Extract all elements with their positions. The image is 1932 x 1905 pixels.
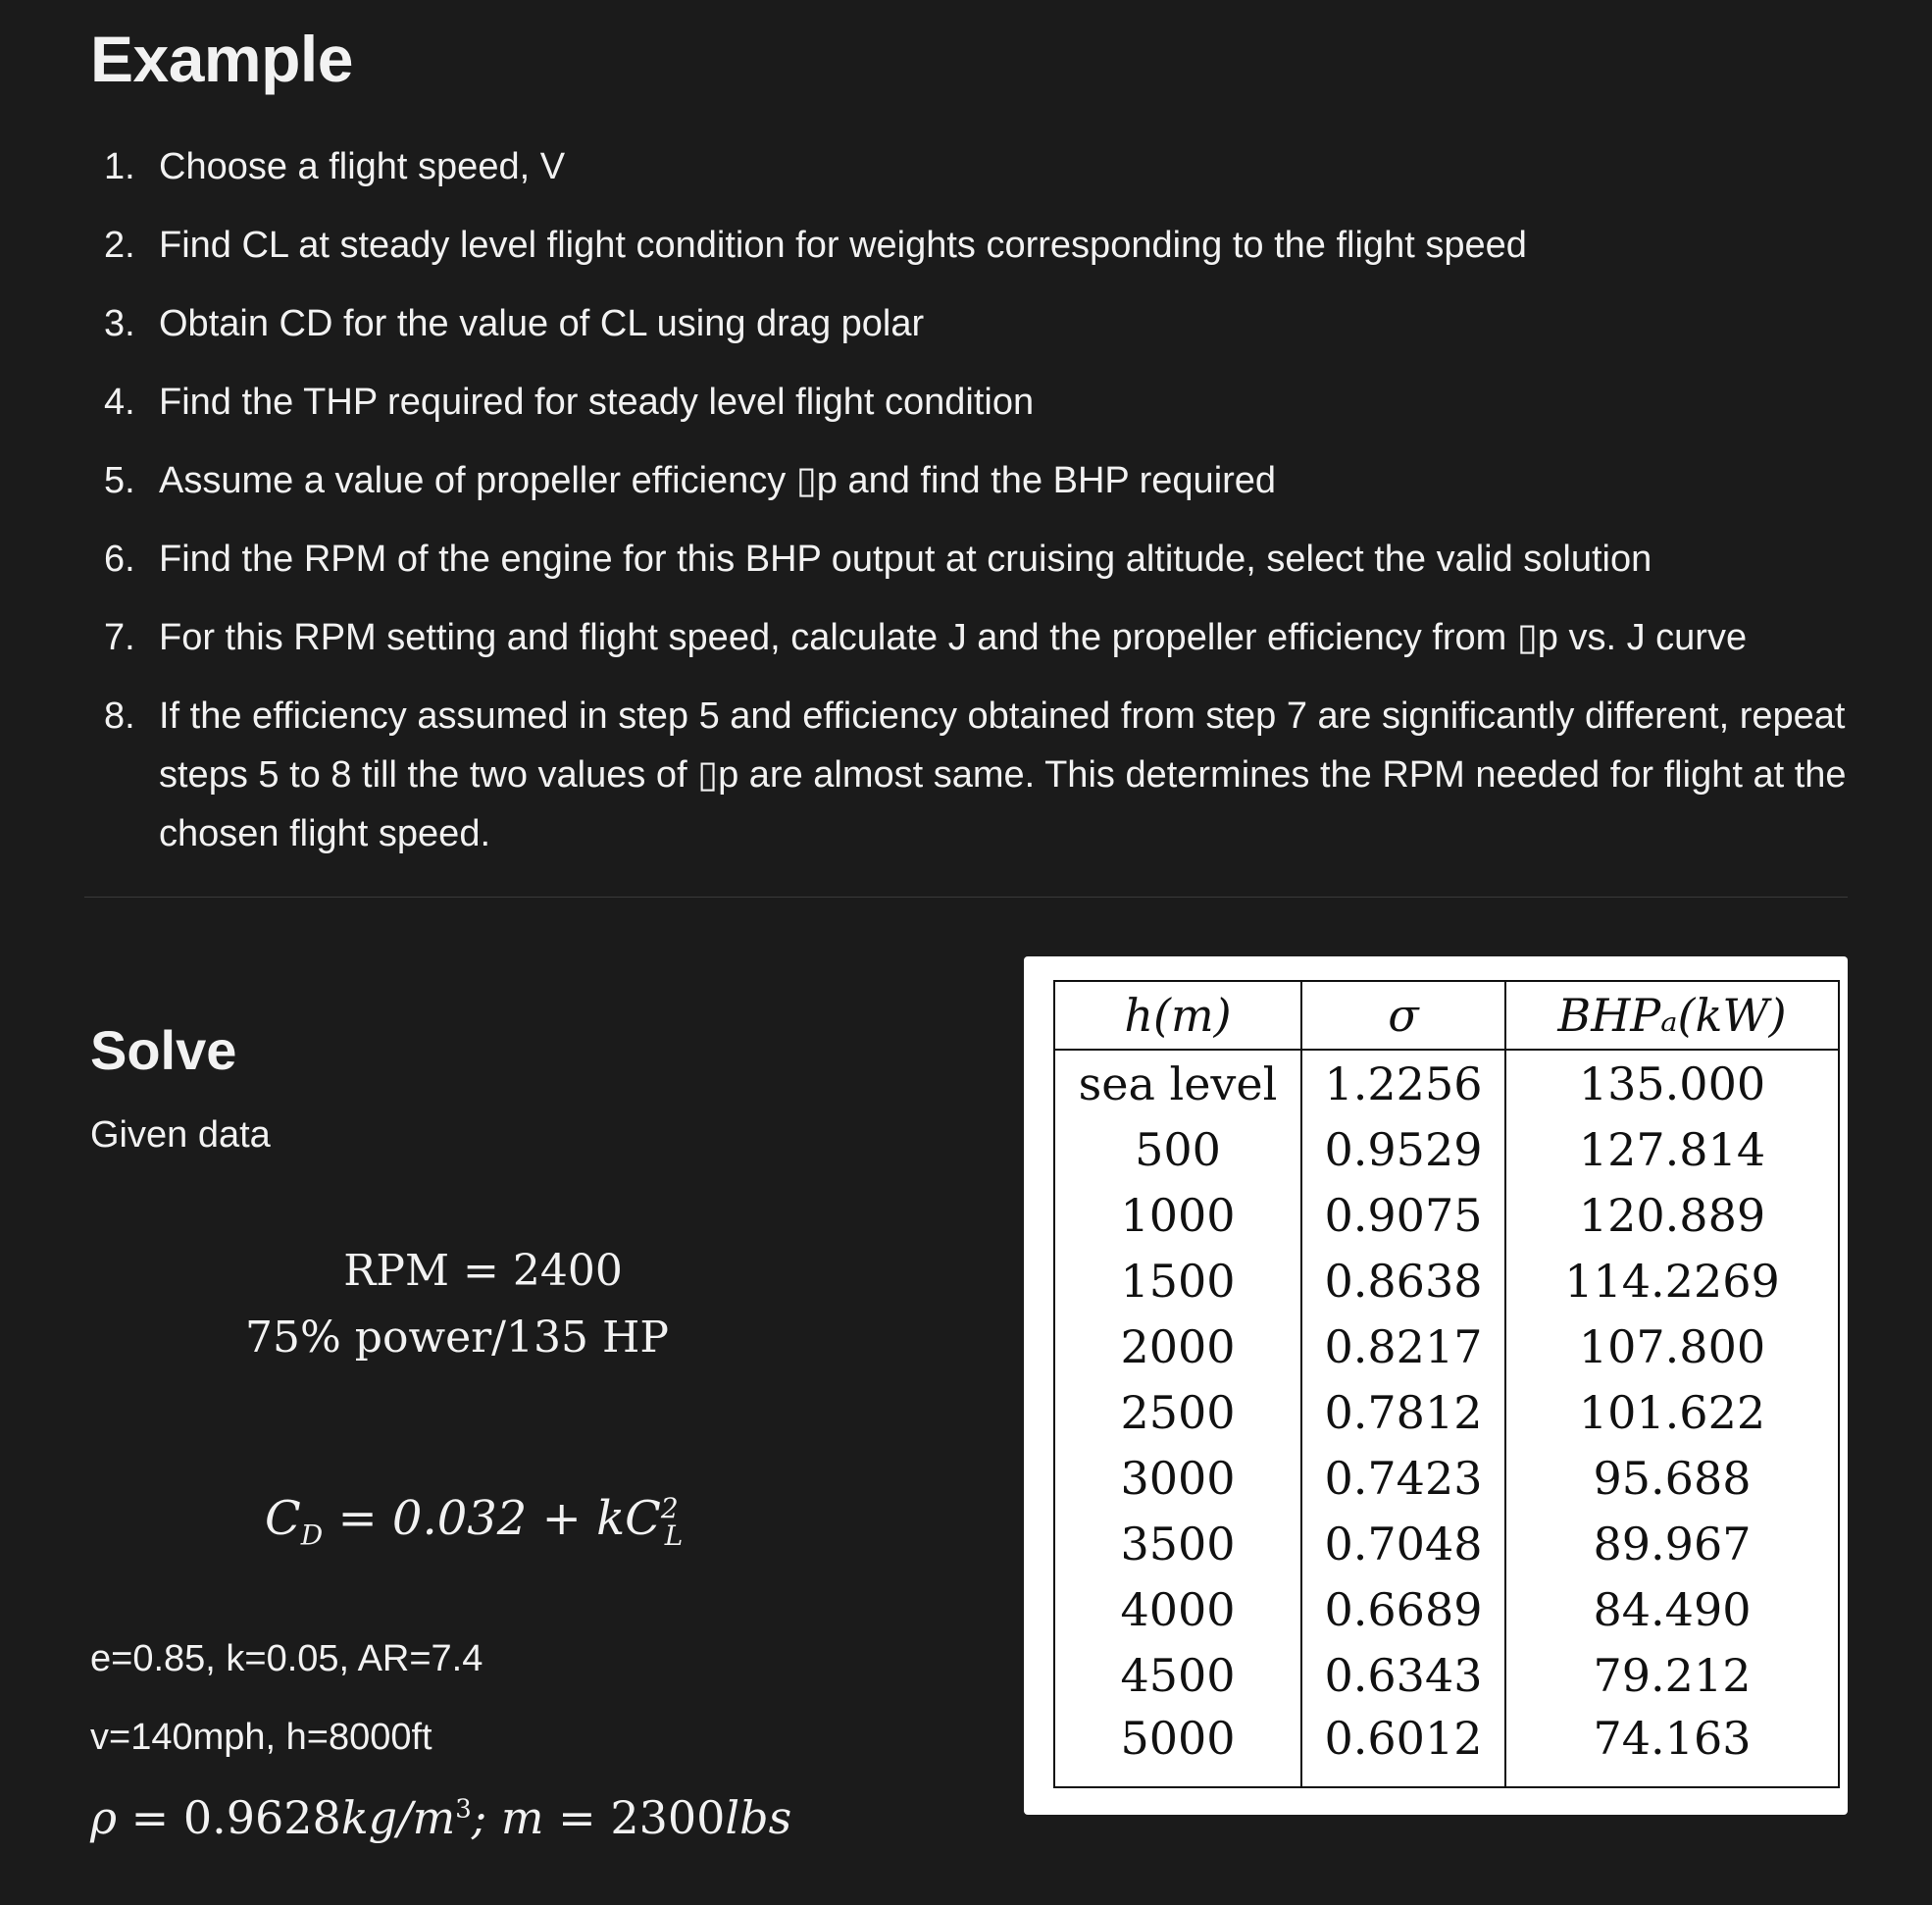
rpm-power-equation [245,1238,669,1371]
table-row [1054,1708,1839,1787]
step-number: 7. [104,617,135,658]
cell-altitude: 1500 [1054,1248,1301,1313]
step-text: Find the THP required for steady level flight condition [159,382,1035,423]
cl-subscript: L [664,1519,684,1552]
cl-exponent: 2 [660,1492,679,1524]
step-text: Find the RPM of the engine for this BHP output at cruising altitude, select the valid solution [159,539,1652,580]
cell-bhp: 74.163 [1505,1708,1839,1787]
cell-bhp: 79.212 [1505,1642,1839,1708]
table-row [1054,1379,1839,1445]
cell-bhp: 114.2269 [1505,1248,1839,1313]
drag-polar-equation [265,1491,683,1552]
step-number: 4. [104,382,135,423]
cell-sigma: 0.9075 [1301,1182,1505,1248]
cell-sigma: 0.8217 [1301,1313,1505,1379]
cell-altitude: 2500 [1054,1379,1301,1445]
list-item [90,530,1865,589]
list-item [90,137,1865,196]
rho-value: 0.9628 [182,1791,341,1844]
table-row [1054,1313,1839,1379]
table-row [1054,1511,1839,1576]
step-number: 1. [104,146,135,187]
cell-altitude: 1000 [1054,1182,1301,1248]
mass-unit: lbs [725,1791,792,1844]
cell-bhp: 127.814 [1505,1116,1839,1182]
list-item [90,294,1865,353]
cell-altitude: 3000 [1054,1445,1301,1511]
cell-sigma: 0.8638 [1301,1248,1505,1313]
header-altitude: h(m) [1054,981,1301,1050]
table-row [1054,1445,1839,1511]
cell-bhp: 101.622 [1505,1379,1839,1445]
list-item [90,373,1865,432]
cell-bhp: 107.800 [1505,1313,1839,1379]
step-number: 5. [104,460,135,501]
step-number: 3. [104,303,135,344]
table-row [1054,1576,1839,1642]
params-line-2: v=140mph, h=8000ft [90,1717,432,1758]
step-number: 6. [104,539,135,580]
power-value: 75% power/135 HP [245,1313,669,1363]
table-row [1054,1050,1839,1116]
cell-altitude: 2000 [1054,1313,1301,1379]
list-item [90,608,1865,667]
page-title: Example [90,23,353,95]
table-row [1054,1642,1839,1708]
cell-sigma: 1.2256 [1301,1050,1505,1116]
list-item [90,451,1865,510]
density-mass-equation [90,1791,791,1844]
step-number: 2. [104,225,135,266]
cell-altitude: 4000 [1054,1576,1301,1642]
step-text: Assume a value of propeller efficiency ▯p and find the BHP required [159,460,1277,501]
cell-sigma: 0.7048 [1301,1511,1505,1576]
mass-value: 2300 [610,1791,726,1844]
rho-label: ρ = [90,1791,183,1844]
given-data-label: Given data [90,1114,271,1156]
cell-bhp: 89.967 [1505,1511,1839,1576]
rpm-value: = 2400 [463,1246,623,1296]
power-equation-row [245,1305,669,1371]
atmosphere-table [1053,980,1840,1788]
solve-heading: Solve [90,1019,237,1081]
list-item [90,216,1865,275]
cell-sigma: 0.6689 [1301,1576,1505,1642]
cell-altitude: 3500 [1054,1511,1301,1576]
section-divider [84,897,1848,898]
step-text: If the efficiency assumed in step 5 and efficiency obtained from step 7 are significantly different, repeat steps 5 to 8 till the two values of ▯p are almost same. This determines the RPM needed for flight at the chosen flight speed. [159,695,1847,854]
step-text: For this RPM setting and flight speed, calculate J and the propeller efficiency from ▯p vs. J curve [159,617,1748,658]
cell-altitude: 4500 [1054,1642,1301,1708]
table-header-row [1054,981,1839,1050]
cell-bhp: 120.889 [1505,1182,1839,1248]
rho-unit: kg/m [340,1791,456,1844]
mass-label: ; m = [471,1791,611,1844]
rho-unit-exponent: 3 [455,1794,472,1825]
cell-bhp: 95.688 [1505,1445,1839,1511]
table-row [1054,1248,1839,1313]
steps-list [90,137,1865,883]
atmosphere-table-panel [1024,956,1848,1815]
table-row [1054,1182,1839,1248]
step-text: Obtain CD for the value of CL using drag polar [159,303,925,344]
cell-altitude: sea level [1054,1050,1301,1116]
table-row [1054,1116,1839,1182]
cell-sigma: 0.6012 [1301,1708,1505,1787]
header-bhp: BHPₐ(kW) [1505,981,1839,1050]
cell-bhp: 135.000 [1505,1050,1839,1116]
cell-sigma: 0.6343 [1301,1642,1505,1708]
cell-bhp: 84.490 [1505,1576,1839,1642]
cd-subscript: D [300,1519,324,1552]
params-line-1: e=0.85, k=0.05, AR=7.4 [90,1638,483,1679]
header-sigma: σ [1301,981,1505,1050]
step-text: Find CL at steady level flight condition for weights corresponding to the flight speed [159,225,1527,266]
step-number: 8. [104,695,135,737]
cell-altitude: 500 [1054,1116,1301,1182]
rpm-label: RPM [343,1246,449,1296]
cell-altitude: 5000 [1054,1708,1301,1787]
list-item [90,687,1865,863]
cd-rhs: = 0.032 + kC [323,1491,661,1546]
cell-sigma: 0.7423 [1301,1445,1505,1511]
rpm-equation-row [245,1238,669,1305]
cell-sigma: 0.9529 [1301,1116,1505,1182]
cd-symbol: C [265,1491,301,1546]
step-text: Choose a flight speed, V [159,146,566,187]
cell-sigma: 0.7812 [1301,1379,1505,1445]
